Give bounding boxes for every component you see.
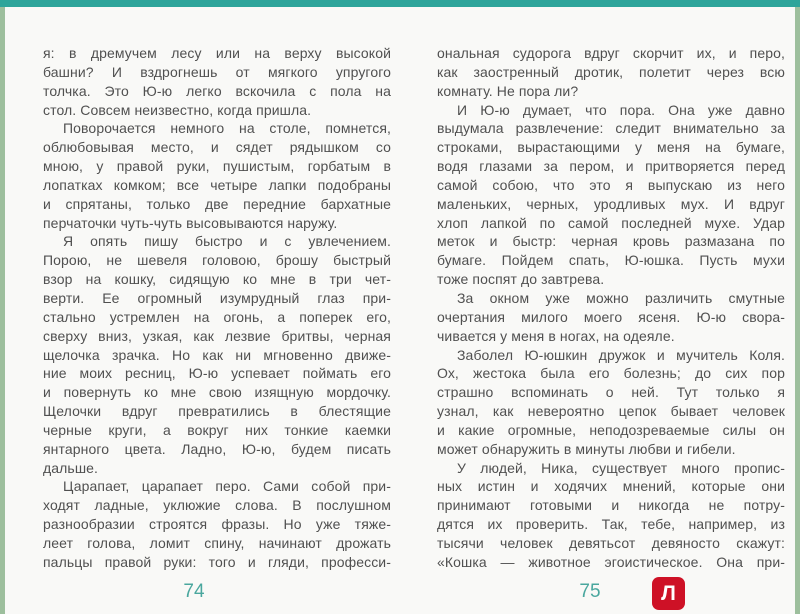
text-line: дальше.	[43, 459, 99, 476]
text-line: Ох, жестока была его болезнь; до сих пор	[437, 365, 785, 382]
text-line: комнату. Не пора ли?	[437, 82, 579, 99]
text-line: страшно вспоминать о ней. Тут только я	[437, 384, 785, 401]
text-line: чивается у меня в ногах, на одеяле.	[437, 327, 675, 344]
text-line: перчаточки чуть-чуть высовываются наружу.	[43, 214, 338, 231]
text-line: ходят ладные, уклюжие слова. В послушном	[43, 497, 391, 514]
text-line: Щелочки вдруг превратились в блестящие	[43, 403, 391, 420]
text-line: Поворочается немного на столе, помнется,	[63, 120, 391, 137]
text-line: очертания милого моего ясеня. Ю-ю свора-	[437, 308, 785, 325]
text-line: узнал, как невероятно цепок бывает человек	[437, 403, 785, 420]
text-line: ние моих ресниц, Ю-ю успевает поймать его	[43, 365, 391, 382]
text-line: дятся их проверить. Так, тебе, например, из	[437, 516, 785, 533]
logo-letter: Л	[661, 581, 676, 605]
text-line: сверху вниз, узкая, как лезвие бритвы, черная	[43, 327, 391, 344]
left-page-text	[43, 44, 391, 572]
text-line: ональная судорога вдруг скорчит их, и перо,	[437, 45, 785, 61]
text-line: меток и быстр: черная кровь размазана по	[437, 233, 785, 250]
labirint-logo-watermark	[652, 577, 685, 610]
text-line: хлоп лапкой по самой последней мухе. Удар	[437, 214, 785, 231]
text-line: щелочка зрачка. Но как ни мгновенно движе-	[43, 346, 391, 363]
text-line: лопатках комком; все четыре лапки подобраны	[43, 176, 391, 193]
text-line: черные круги, а вокруг них тонкие каемки	[43, 421, 391, 438]
text-line: маленьких, черных, уродливых мух. И вдруг	[437, 195, 785, 212]
text-line: облюбовывая место, и сядет рядышком со	[43, 139, 391, 156]
text-line: «Кошка — животное эгоистическое. Она при-	[437, 553, 785, 570]
text-line: разнообразии строятся фразы. Но уже тяже-	[43, 516, 391, 533]
text-line: пальцы правой руки: того и гляди, професси-	[43, 553, 391, 570]
text-line: янтарного цвета. Ладно, Ю-ю, будем писать	[43, 440, 391, 457]
text-line: толчка. Это Ю-ю легко вскочила с пола на	[43, 82, 391, 99]
text-line: я: в дремучем лесу или на верху высокой	[43, 45, 391, 61]
text-line: За окном уже можно различить смутные	[457, 289, 785, 306]
text-line: и повернуть ко мне свою изящную мордочку.	[43, 384, 391, 401]
text-line: Порою, не шевеля головою, брошу быстрый	[43, 252, 391, 269]
text-line: башни? И вздрогнешь от мягкого упругого	[43, 63, 391, 80]
text-line: взор на кошку, сидящую ко мне в три чет-	[43, 271, 391, 288]
text-line: стально устремлен на огонь, а поперек его,	[43, 308, 391, 325]
text-line: Я опять пишу быстро и с увлечением.	[63, 233, 391, 250]
text-line: может обнаружить в минуты любви и гибели.	[437, 440, 736, 457]
text-line: как заостренный дротик, полетит через всю	[437, 63, 785, 80]
text-line: принимают готовыми и никогда не потру-	[437, 497, 785, 514]
text-line: водя глазами за пером, и притворяется перед	[437, 158, 785, 175]
text-line: У людей, Ника, существует много пропис-	[457, 459, 785, 476]
book-top-edge-strip	[0, 0, 800, 7]
text-line: самой собою, что это я выпускаю из него	[437, 176, 785, 193]
right-page-number: 75	[579, 581, 601, 602]
text-line: тысячи человек девятьсот девяносто скажут:	[437, 534, 785, 551]
text-line: Заболел Ю-юшкин дружок и мучитель Коля.	[457, 346, 785, 363]
text-line: строками, вырастающими у меня на бумаге,	[437, 139, 785, 156]
text-line: И Ю-ю думает, что пора. Она уже давно	[457, 101, 785, 118]
text-line: бумаге. Пойдем спать, Ю-юшка. Пусть мухи	[437, 252, 785, 269]
text-line: и какие огромные, неподозреваемые силы он	[437, 421, 785, 438]
text-line: стол. Совсем неизвестно, когда пришла.	[43, 101, 312, 118]
text-line: Царапает, царапает перо. Сами собой при-	[63, 478, 391, 495]
book-left-edge-strip	[0, 0, 5, 614]
text-line: леет голова, ломит спину, начинают дрожать	[43, 534, 391, 551]
text-line: выдумала развлечение: следит внимательно за	[437, 120, 785, 137]
text-line: мною, у правой руки, пушистым, горбатым в	[43, 158, 391, 175]
text-line: верти. Ее огромный изумрудный глаз при-	[43, 289, 391, 306]
right-page-text	[437, 44, 785, 572]
left-page-number: 74	[183, 581, 205, 602]
text-line: ных истин и ходячих мнений, которые они	[437, 478, 785, 495]
text-line: тоже поспят до завтрева.	[437, 271, 605, 288]
text-line: и спрятаны, только две передние бархатные	[43, 195, 391, 212]
book-right-edge-strip	[795, 0, 800, 614]
